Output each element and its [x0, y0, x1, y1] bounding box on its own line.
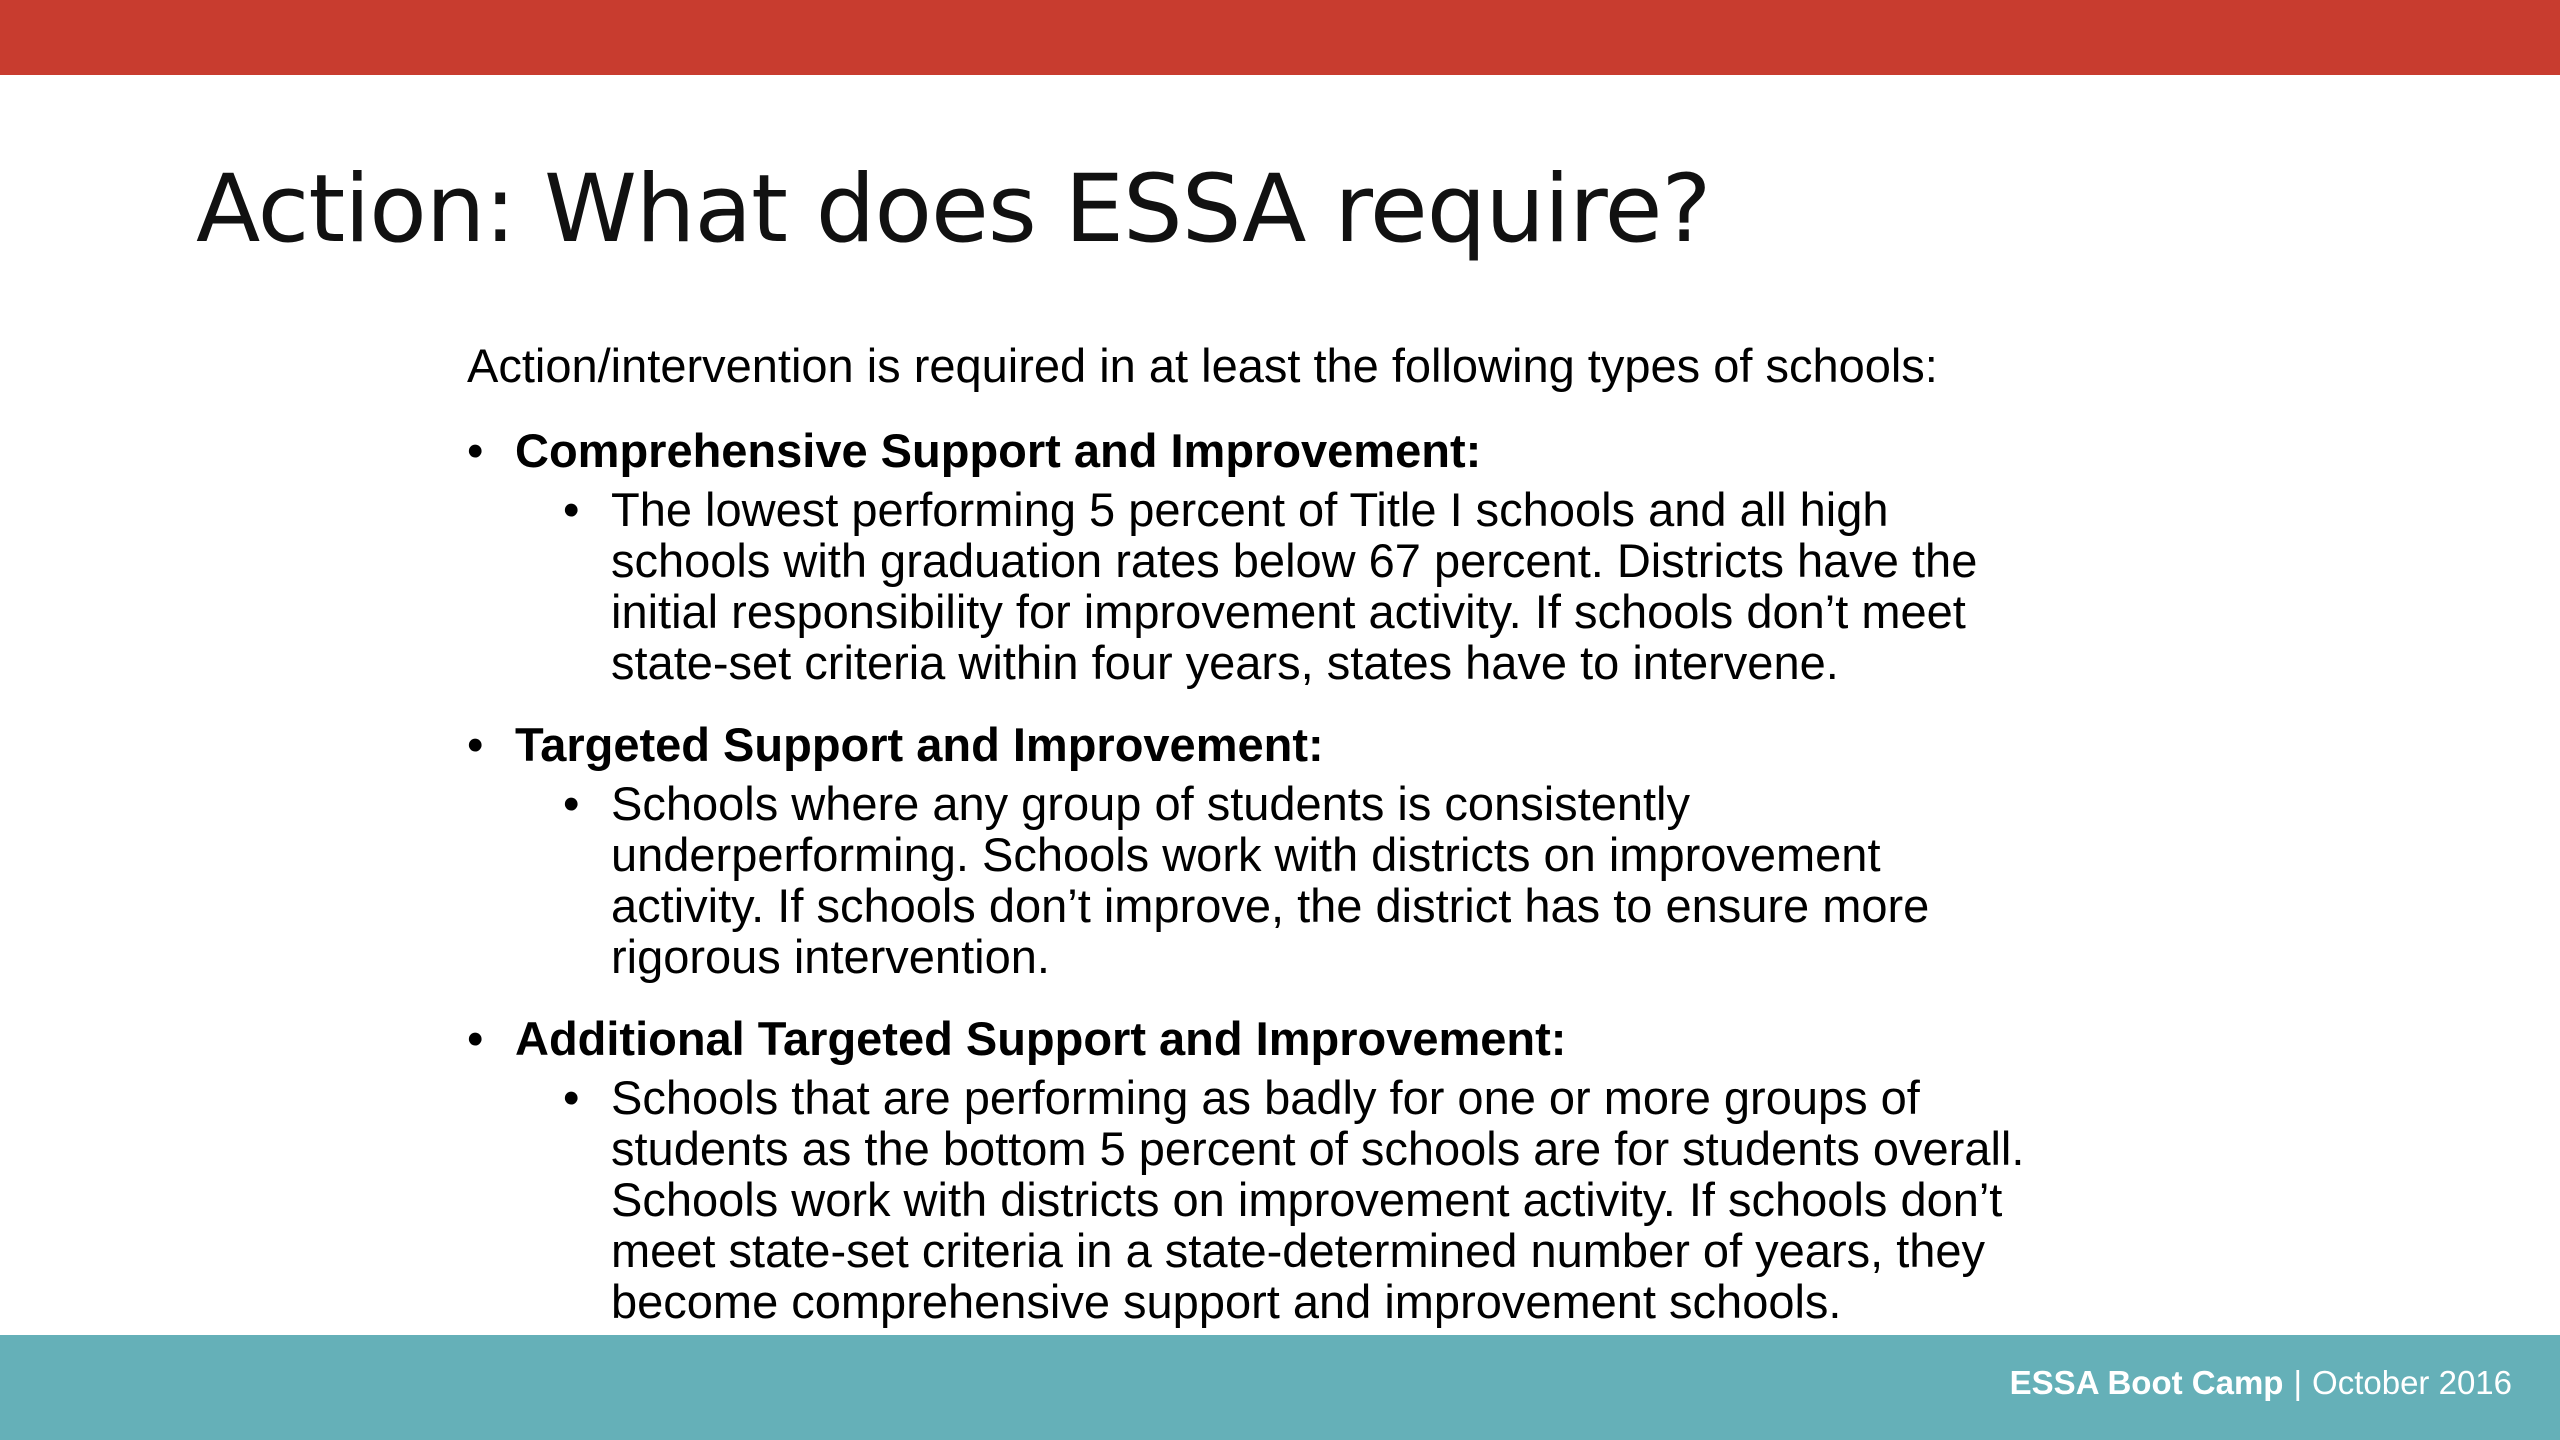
footer-label: [2010, 1358, 2512, 1408]
detail-line: become comprehensive support and improvement schools.: [611, 1275, 1842, 1328]
detail-line: initial responsibility for improvement activity. If schools don’t meet: [611, 585, 1966, 638]
bullet-icon: •: [467, 1012, 484, 1065]
detail-line: Schools that are performing as badly for one or more groups of: [611, 1071, 1920, 1124]
bullet-icon: •: [467, 424, 484, 477]
section-targeted: [467, 714, 2167, 982]
detail-line: underperforming. Schools work with districts on improvement: [611, 828, 1881, 881]
section-detail: [563, 484, 2171, 688]
section-heading: [467, 1008, 2167, 1070]
sub-bullet-icon: •: [563, 483, 580, 536]
bullet-icon: •: [467, 718, 484, 771]
detail-line: rigorous intervention.: [611, 930, 1050, 983]
detail-line: meet state-set criteria in a state-determined number of years, they: [611, 1224, 1986, 1277]
top-accent-band: [0, 0, 2560, 75]
detail-line: schools with graduation rates below 67 percent. Districts have the: [611, 534, 1978, 587]
section-heading: [467, 420, 2167, 482]
section-heading-text: Targeted Support and Improvement:: [515, 718, 1324, 771]
detail-line: Schools work with districts on improvement activity. If schools don’t: [611, 1173, 2003, 1226]
section-additional-targeted: [467, 1008, 2167, 1327]
section-detail: [563, 1072, 2171, 1327]
detail-line: The lowest performing 5 percent of Title I schools and all high: [611, 483, 1889, 536]
section-detail: [563, 778, 2171, 982]
slide-title: Action: What does ESSA require?: [196, 155, 1711, 264]
slide-body: [467, 336, 2167, 1327]
section-heading-text: Additional Targeted Support and Improvement:: [515, 1012, 1567, 1065]
footer-event-name: ESSA Boot Camp: [2009, 1364, 2284, 1401]
detail-line: activity. If schools don’t improve, the district has to ensure more: [611, 879, 1930, 932]
sub-bullet-icon: •: [563, 777, 580, 830]
section-heading-text: Comprehensive Support and Improvement:: [515, 424, 1482, 477]
footer-separator: |: [2293, 1364, 2303, 1401]
detail-line: students as the bottom 5 percent of schools are for students overall.: [611, 1122, 2025, 1175]
section-comprehensive: [467, 420, 2167, 688]
footer-date: October 2016: [2312, 1364, 2512, 1401]
detail-line: state-set criteria within four years, states have to intervene.: [611, 636, 1839, 689]
detail-line: Schools where any group of students is consistently: [611, 777, 1690, 830]
section-heading: [467, 714, 2167, 776]
intro-text: Action/intervention is required in at least the following types of schools:: [467, 339, 1938, 392]
sub-bullet-icon: •: [563, 1071, 580, 1124]
